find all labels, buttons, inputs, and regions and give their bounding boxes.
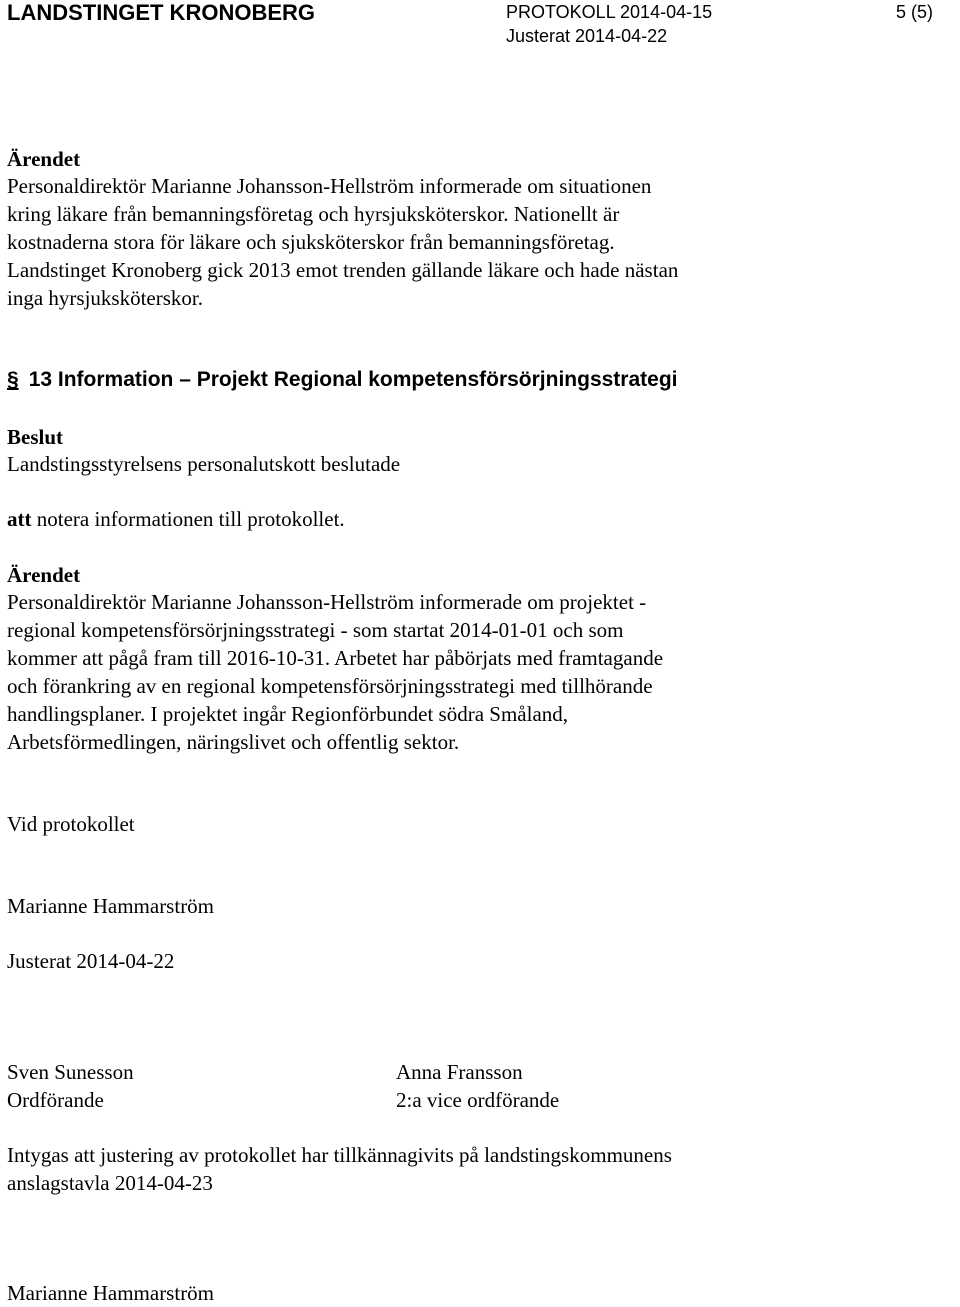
arendet-line: Arbetsförmedlingen, näringslivet och offentlig sektor. (7, 730, 460, 754)
arendet-line: kring läkare från bemanningsföretag och hyrsjuksköterskor. Nationellt är (7, 202, 620, 226)
secretary-name: Marianne Hammarström (7, 894, 215, 918)
certification-line: Intygas att justering av protokollet har tillkännagivits på landstingskommunens (7, 1143, 672, 1167)
arendet-line: kostnaderna stora för läkare och sjuksköterskor från bemanningsföretag. (7, 230, 615, 254)
arendet-line: Personaldirektör Marianne Johansson-Hellström informerade om projektet - (7, 590, 647, 614)
certification-line: anslagstavla 2014-04-23 (7, 1171, 213, 1195)
page-number: 5 (5) (896, 2, 934, 22)
chair-name: Sven Sunesson (7, 1060, 134, 1084)
beslut-heading: Beslut (7, 425, 64, 449)
arendet-line: regional kompetensförsörjningsstrategi - som startat 2014-01-01 och som (7, 618, 624, 642)
section-title: 13 Information – Projekt Regional kompetensförsörjningsstrategi (28, 368, 678, 391)
decision-line (7, 505, 345, 533)
certifier-name: Marianne Hammarström (7, 1281, 215, 1305)
arendet-line: Personaldirektör Marianne Johansson-Hellström informerade om situationen (7, 174, 652, 198)
arendet-heading: Ärendet (7, 147, 81, 171)
vice-chair-role: 2:a vice ordförande (396, 1088, 560, 1112)
vid-protokollet: Vid protokollet (7, 812, 135, 836)
arendet-line: handlingsplaner. I projektet ingår Regionförbundet södra Småland, (7, 702, 569, 726)
paragraph-sign: § (7, 368, 19, 391)
beslut-text: Landstingsstyrelsens personalutskott beslutade (7, 452, 401, 476)
organization-name: LANDSTINGET KRONOBERG (7, 0, 315, 25)
decision-text: notera informationen till protokollet. (31, 507, 345, 531)
arendet-line: inga hyrsjuksköterskor. (7, 286, 203, 310)
att-word: att (7, 507, 32, 531)
section-heading (7, 366, 677, 394)
arendet-line: kommer att pågå fram till 2016-10-31. Arbetet har påbörjats med framtagande (7, 646, 664, 670)
adjusted-date-footer: Justerat 2014-04-22 (7, 949, 175, 973)
vice-chair-name: Anna Fransson (396, 1060, 523, 1084)
arendet-heading: Ärendet (7, 563, 81, 587)
arendet-line: Landstinget Kronoberg gick 2013 emot trenden gällande läkare och hade nästan (7, 258, 679, 282)
protocol-date: PROTOKOLL 2014-04-15 (506, 2, 713, 22)
arendet-line: och förankring av en regional kompetensförsörjningsstrategi med tillhörande (7, 674, 653, 698)
adjusted-date: Justerat 2014-04-22 (506, 26, 668, 46)
chair-role: Ordförande (7, 1088, 104, 1112)
